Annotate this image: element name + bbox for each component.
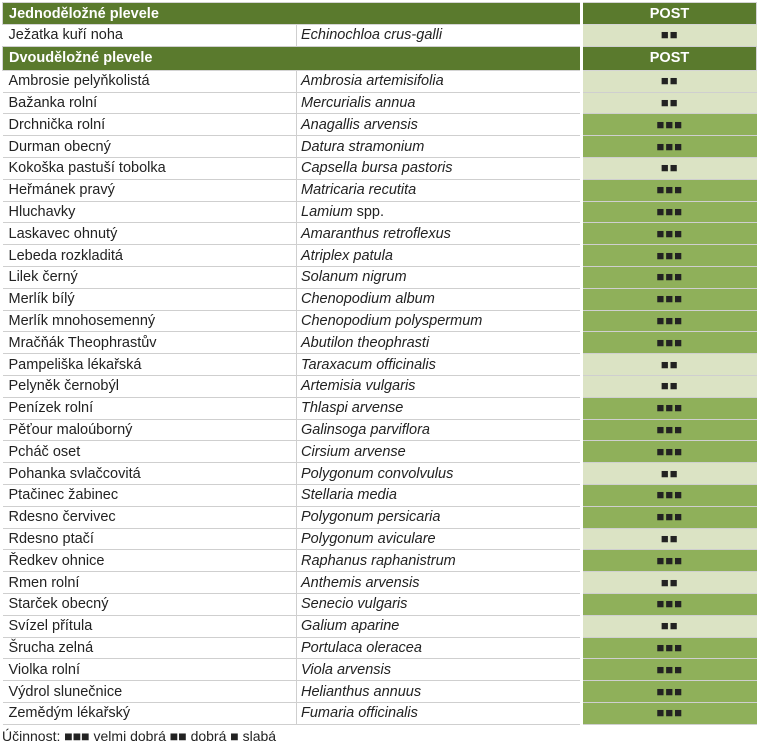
latin-name-text: Capsella bursa pastoris [301,160,453,177]
czech-name: Pcháč oset [3,441,297,463]
weed-efficacy-table [2,2,757,725]
latin-name-text: Lamium [301,203,353,220]
table-row [3,354,757,376]
czech-name: Pěťour maloúborný [3,419,297,441]
latin-name [297,310,582,332]
latin-name-text: Mercurialis annua [301,94,416,111]
table-row [3,550,757,572]
latin-name-text: Raphanus raphanistrum [301,552,456,569]
latin-name-text: Solanum nigrum [301,269,407,286]
latin-name-suffix: spp. [352,203,385,220]
latin-name-text: Abutilon theophrasti [301,334,430,351]
efficacy-rating: ■■■ [582,332,757,354]
table-row [3,615,757,637]
table-row [3,92,757,114]
table-row [3,572,757,594]
czech-name: Pampeliška lékařská [3,354,297,376]
czech-name: Svízel přítula [3,615,297,637]
efficacy-rating: ■■ [582,92,757,114]
latin-name [297,659,582,681]
latin-name-text: Fumaria officinalis [301,705,418,722]
czech-name: Bažanka rolní [3,92,297,114]
table-row [3,681,757,703]
czech-name: Laskavec ohnutý [3,223,297,245]
table-row [3,136,757,158]
latin-name [297,70,582,92]
czech-name: Lilek černý [3,266,297,288]
section-title: Jednoděložné plevele [3,3,582,25]
table-row [3,332,757,354]
czech-name: Kokoška pastuší tobolka [3,157,297,179]
efficacy-rating: ■■ [582,375,757,397]
column-header-post: POST [582,3,757,25]
latin-name-text: Amaranthus retroflexus [301,225,451,242]
latin-name [297,136,582,158]
latin-name [297,484,582,506]
table-row [3,266,757,288]
efficacy-rating: ■■■ [582,245,757,267]
latin-name [297,419,582,441]
table-row [3,179,757,201]
section-header-dicots [3,46,757,70]
latin-name-text: Polygonum convolvulus [301,465,454,482]
czech-name: Penízek rolní [3,397,297,419]
latin-name-text: Artemisia vulgaris [301,378,416,395]
table-row [3,310,757,332]
latin-name-text: Polygonum persicaria [301,509,441,526]
latin-name-text: Ambrosia artemisifolia [301,73,444,90]
czech-name: Ředkev ohnice [3,550,297,572]
table-row [3,223,757,245]
latin-name-text: Portulaca oleracea [301,639,422,656]
section-header-monocots [3,3,757,25]
czech-name: Merlík mnohosemenný [3,310,297,332]
latin-name [297,223,582,245]
efficacy-rating: ■■■ [582,419,757,441]
efficacy-rating: ■■■ [582,593,757,615]
section-title: Dvouděložné plevele [3,46,582,70]
table-row [3,397,757,419]
efficacy-rating: ■■■ [582,550,757,572]
latin-name-text: Matricaria recutita [301,182,417,199]
efficacy-rating: ■■■ [582,136,757,158]
latin-name [297,201,582,223]
latin-name [297,550,582,572]
latin-name [297,506,582,528]
efficacy-rating: ■■ [582,463,757,485]
latin-name [297,114,582,136]
czech-name: Ježatka kuří noha [3,25,297,47]
latin-name [297,332,582,354]
table-body [3,3,757,725]
czech-name: Hluchavky [3,201,297,223]
czech-name: Ptačinec žabinec [3,484,297,506]
efficacy-rating: ■■■ [582,702,757,724]
table-row [3,506,757,528]
czech-name: Rdesno ptačí [3,528,297,550]
efficacy-rating: ■■■ [582,506,757,528]
latin-name [297,266,582,288]
table-row [3,201,757,223]
latin-name-text: Polygonum aviculare [301,530,436,547]
latin-name [297,681,582,703]
table-row [3,659,757,681]
czech-name: Výdrol slunečnice [3,681,297,703]
latin-name [297,288,582,310]
efficacy-rating: ■■ [582,70,757,92]
latin-name [297,397,582,419]
table-row [3,25,757,47]
latin-name-text: Taraxacum officinalis [301,356,436,373]
latin-name-text: Anagallis arvensis [301,116,418,133]
table-row [3,157,757,179]
latin-name-text: Chenopodium polyspermum [301,312,483,329]
latin-name [297,92,582,114]
latin-name-text: Senecio vulgaris [301,596,408,613]
latin-name [297,463,582,485]
latin-name [297,615,582,637]
latin-name [297,702,582,724]
czech-name: Lebeda rozkladitá [3,245,297,267]
latin-name [297,528,582,550]
czech-name: Merlík bílý [3,288,297,310]
table-row [3,637,757,659]
czech-name: Mračňák Theophrastův [3,332,297,354]
efficacy-legend: Účinnost: ■■■ velmi dobrá ■■ dobrá ■ slabá [2,728,277,744]
latin-name-text: Anthemis arvensis [301,574,420,591]
latin-name-text: Thlaspi arvense [301,400,404,417]
table-row [3,528,757,550]
table-row [3,419,757,441]
czech-name: Pohanka svlačcovitá [3,463,297,485]
efficacy-rating: ■■■ [582,484,757,506]
efficacy-rating: ■■■ [582,223,757,245]
latin-name-text: Echinochloa crus-galli [301,27,443,44]
latin-name [297,375,582,397]
table-row [3,375,757,397]
czech-name: Durman obecný [3,136,297,158]
efficacy-rating: ■■ [582,572,757,594]
czech-name: Rdesno červivec [3,506,297,528]
table-row [3,114,757,136]
efficacy-rating: ■■■ [582,201,757,223]
column-header-post: POST [582,46,757,70]
efficacy-rating: ■■ [582,354,757,376]
latin-name [297,245,582,267]
efficacy-rating: ■■■ [582,637,757,659]
latin-name [297,25,582,47]
latin-name [297,157,582,179]
efficacy-rating: ■■■ [582,114,757,136]
efficacy-rating: ■■■ [582,441,757,463]
efficacy-rating: ■■■ [582,310,757,332]
table-row [3,463,757,485]
efficacy-rating: ■■■ [582,659,757,681]
efficacy-rating: ■■■ [582,179,757,201]
table-row [3,593,757,615]
latin-name-text: Datura stramonium [301,138,425,155]
table-row [3,70,757,92]
latin-name-text: Viola arvensis [301,661,392,678]
czech-name: Violka rolní [3,659,297,681]
czech-name: Heřmánek pravý [3,179,297,201]
latin-name-text: Galium aparine [301,618,400,635]
table-row [3,288,757,310]
czech-name: Starček obecný [3,593,297,615]
latin-name [297,637,582,659]
latin-name [297,179,582,201]
efficacy-rating: ■■■ [582,266,757,288]
efficacy-rating: ■■■ [582,681,757,703]
latin-name-text: Helianthus annuus [301,683,422,700]
latin-name [297,441,582,463]
table-row [3,245,757,267]
czech-name: Ambrosie pelyňkolistá [3,70,297,92]
czech-name: Pelyněk černobýl [3,375,297,397]
efficacy-rating: ■■ [582,25,757,47]
czech-name: Zemědým lékařský [3,702,297,724]
latin-name-text: Cirsium arvense [301,443,406,460]
latin-name [297,572,582,594]
latin-name-text: Atriplex patula [301,247,393,264]
latin-name-text: Stellaria media [301,487,397,504]
efficacy-rating: ■■ [582,157,757,179]
latin-name-text: Galinsoga parviflora [301,421,430,438]
efficacy-rating: ■■ [582,615,757,637]
czech-name: Drchnička rolní [3,114,297,136]
table-row [3,441,757,463]
efficacy-rating: ■■■ [582,397,757,419]
latin-name [297,354,582,376]
latin-name-text: Chenopodium album [301,291,435,308]
efficacy-rating: ■■ [582,528,757,550]
efficacy-rating: ■■■ [582,288,757,310]
table-row [3,484,757,506]
latin-name [297,593,582,615]
table-row [3,702,757,724]
czech-name: Šrucha zelná [3,637,297,659]
czech-name: Rmen rolní [3,572,297,594]
